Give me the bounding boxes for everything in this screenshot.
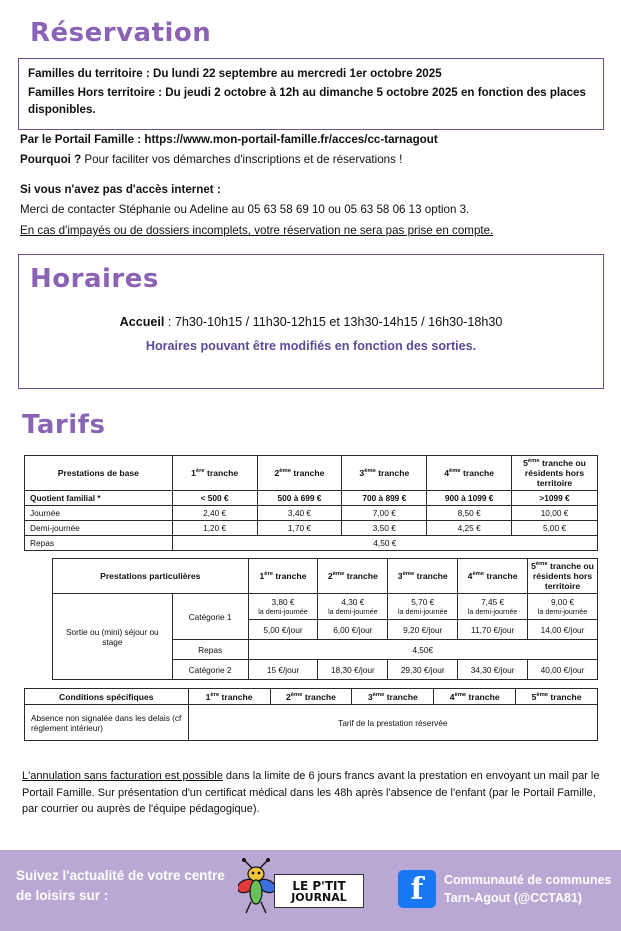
part-row1-c0: 5,00 €/jour <box>248 620 318 640</box>
table-header-row <box>53 559 598 594</box>
base-header-3: 3ème tranche <box>342 456 427 491</box>
part-row0-c2-sub: la demi-journée <box>397 607 448 616</box>
base-header-4: 4ème tranche <box>427 456 512 491</box>
accueil-value: : 7h30-10h15 / 11h30-12h15 et 13h30-14h15 / 16h30-18h30 <box>164 315 503 329</box>
base-header-2: 2ème tranche <box>257 456 342 491</box>
part-row0-label: Catégorie 1 <box>172 594 248 640</box>
part-row0-c2-main: 5,70 € <box>411 597 435 607</box>
pourquoi-label: Pourquoi ? <box>20 153 85 166</box>
base-row2-label: Demi-journée <box>25 521 173 536</box>
part-row2-label: Repas <box>172 640 248 660</box>
particulieres-table <box>52 558 598 680</box>
part-row0-c4-sub: la demi-journée <box>537 607 588 616</box>
table-header-row <box>25 456 598 491</box>
table-prestations-particulieres <box>52 558 598 680</box>
table-row <box>25 521 598 536</box>
base-header-0: Prestations de base <box>25 456 173 491</box>
part-row2-merged: 4,50€ <box>248 640 597 660</box>
base-row1-c1: 3,40 € <box>257 506 342 521</box>
portail-famille-line <box>20 133 438 146</box>
cond-row-label: Absence non signalée dans les delais (cf règlement intérieur) <box>25 705 189 741</box>
accueil-hours-line <box>19 315 603 329</box>
base-row1-c3: 8,50 € <box>427 506 512 521</box>
facebook-page-name <box>444 872 619 907</box>
part-header-0: Prestations particulières <box>53 559 249 594</box>
contact-phone-line: Merci de contacter Stéphanie ou Adeline au 05 63 58 69 10 ou 05 63 58 06 13 option 3. <box>20 203 470 216</box>
facebook-line-2: Tarn-Agout (@CCTA81) <box>444 890 583 905</box>
base-row3-merged: 4,50 € <box>172 536 597 551</box>
table-row <box>25 491 598 506</box>
table-row <box>25 536 598 551</box>
annulation-rest: dans la limite de 6 jours francs avant la prestation en envoyant un mail par le Portail Famille. Sur présentation d'un certificat médical dans les 48h après l'absence de l'enfant (par le Portail Famille, par courrier ou auprès de l'équipe pédagogique). <box>22 770 600 815</box>
part-row1-c2: 9,20 €/jour <box>388 620 458 640</box>
part-row3-label: Catégorie 2 <box>172 660 248 680</box>
base-row1-c0: 2,40 € <box>172 506 257 521</box>
reservation-line-territoire: Familles du territoire : Du lundi 22 septembre au mercredi 1er octobre 2025 <box>28 67 442 80</box>
part-row1-c1: 6,00 €/jour <box>318 620 388 640</box>
base-row1-c4: 10,00 € <box>512 506 598 521</box>
part-row0-c2 <box>388 594 458 620</box>
base-table <box>24 455 598 551</box>
tarifs-section-title: Tarifs <box>22 410 106 440</box>
impayes-warning-line: En cas d'impayés ou de dossiers incomplets, votre réservation ne sera pas prise en compte. <box>20 224 494 237</box>
part-row3-c3: 34,30 €/jour <box>458 660 528 680</box>
base-row0-c0: < 500 € <box>172 491 257 506</box>
base-row2-c3: 4,25 € <box>427 521 512 536</box>
cond-header-5: 5ème tranche <box>516 689 598 705</box>
base-row2-c2: 3,50 € <box>342 521 427 536</box>
table-header-row <box>25 689 598 705</box>
cond-header-1: 1ère tranche <box>188 689 270 705</box>
portail-url[interactable]: https://www.mon-portail-famille.fr/acces/cc-tarnagout <box>144 133 438 146</box>
table-row <box>25 705 598 741</box>
portail-label: Par le Portail Famille : <box>20 133 145 146</box>
reservation-dates-box <box>18 58 604 130</box>
part-header-3: 3ème tranche <box>388 559 458 594</box>
pourquoi-text: Pour faciliter vos démarches d'inscriptions et de réservations ! <box>84 153 403 166</box>
part-row0-c1-sub: la demi-journée <box>328 607 378 616</box>
part-row0-c0 <box>248 594 318 620</box>
no-internet-title: Si vous n'avez pas d'accès internet : <box>20 183 221 196</box>
facebook-line-1: Communauté de communes <box>444 873 612 887</box>
annulation-underlined: L'annulation sans facturation est possible <box>22 770 223 782</box>
part-row3-c1: 18,30 €/jour <box>318 660 388 680</box>
cond-header-3: 3ème tranche <box>352 689 434 705</box>
part-row0-c1-main: 4,30 € <box>341 597 365 607</box>
cond-header-2: 2ème tranche <box>270 689 352 705</box>
part-row0-c1 <box>318 594 388 620</box>
table-prestations-de-base <box>24 455 598 551</box>
footer-follow-text: Suivez l'actualité de votre centre de loisirs sur : <box>16 868 225 903</box>
table-conditions-specifiques <box>24 688 598 741</box>
part-header-4: 4ème tranche <box>458 559 528 594</box>
cond-header-0: Conditions spécifiques <box>25 689 189 705</box>
base-row2-c4: 5,00 € <box>512 521 598 536</box>
base-row0-c2: 700 à 899 € <box>342 491 427 506</box>
part-row0-c3-sub: la demi-journée <box>467 607 518 616</box>
part-row0-c0-sub: la demi-journée <box>258 607 308 616</box>
petit-journal-wordmark <box>274 874 364 908</box>
part-row3-c4: 40,00 €/jour <box>528 660 598 680</box>
part-row0-c3 <box>458 594 528 620</box>
part-header-1: 1ère tranche <box>248 559 318 594</box>
base-row0-c1: 500 à 699 € <box>257 491 342 506</box>
base-row3-label: Repas <box>25 536 173 551</box>
insect-mascot-icon <box>238 858 278 916</box>
base-row1-label: Journée <box>25 506 173 521</box>
part-row0-c0-main: 3,80 € <box>271 597 295 607</box>
table-row <box>25 506 598 521</box>
table-row <box>53 594 598 620</box>
base-header-5: 5ème tranche ou résidents hors territoire <box>512 456 598 491</box>
footer-bar <box>0 850 621 931</box>
petit-journal-logo <box>238 858 366 922</box>
part-row1-c3: 11,70 €/jour <box>458 620 528 640</box>
reservation-line-hors-territoire: Familles Hors territoire : Du jeudi 2 octobre à 12h au dimanche 5 octobre 2025 en fonction des places disponibles. <box>28 85 586 116</box>
part-group-label: Sortie ou (mini) séjour ou stage <box>53 594 173 680</box>
part-row3-c2: 29,30 €/jour <box>388 660 458 680</box>
facebook-icon[interactable]: f <box>398 870 436 908</box>
base-row0-c4: >1099 € <box>512 491 598 506</box>
journal-line-2: JOURNAL <box>291 890 347 904</box>
base-row1-c2: 7,00 € <box>342 506 427 521</box>
part-header-5: 5ème tranche ou résidents hors territoire <box>528 559 598 594</box>
part-row0-c4-main: 9,00 € <box>550 597 575 607</box>
cond-row-value: Tarif de la prestation réservée <box>188 705 597 741</box>
journal-line-1: LE P'TIT <box>292 878 346 893</box>
conditions-table <box>24 688 598 741</box>
horaires-section-title: Horaires <box>30 264 159 294</box>
accueil-label: Accueil <box>119 315 165 329</box>
cond-header-4: 4ème tranche <box>434 689 516 705</box>
part-row0-c4 <box>528 594 598 620</box>
part-row3-c0: 15 €/jour <box>248 660 318 680</box>
annulation-paragraph <box>22 768 600 818</box>
base-row2-c0: 1,20 € <box>172 521 257 536</box>
base-row0-c3: 900 à 1099 € <box>427 491 512 506</box>
horaires-box <box>18 254 604 389</box>
base-row0-label: Quotient familial * <box>25 491 173 506</box>
part-row0-c3-main: 7,45 € <box>481 597 505 607</box>
base-row2-c1: 1,70 € <box>257 521 342 536</box>
horaires-note: Horaires pouvant être modifiés en fonction des sorties. <box>145 339 477 353</box>
reservation-section-title: Réservation <box>30 18 212 48</box>
base-header-1: 1ère tranche <box>172 456 257 491</box>
part-header-2: 2ème tranche <box>318 559 388 594</box>
part-row1-c4: 14,00 €/jour <box>528 620 598 640</box>
pourquoi-line <box>20 153 402 166</box>
